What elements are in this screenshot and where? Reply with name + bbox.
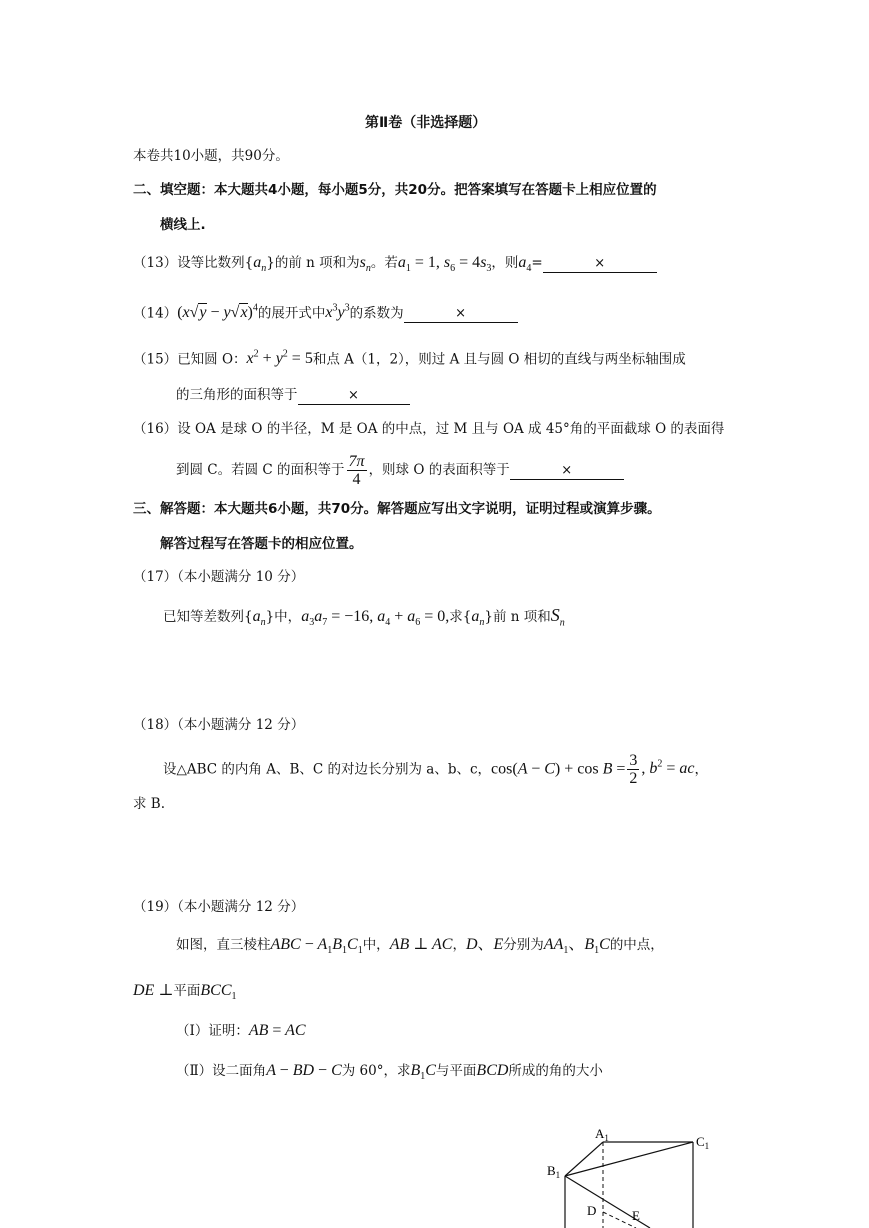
q19-part2-text-1: 为 60°，求: [341, 1063, 411, 1079]
q19-text-6: 平面: [173, 983, 201, 999]
question-19-line2: DE ⊥平面$BCC_1$: [133, 982, 237, 1003]
question-15: （15）已知圆 O：$x^2 + y^2 = 5$和点 A（1，2），则过 A 且与圆 O 相切的直线与两坐标轴围成: [133, 349, 686, 368]
q18-text-1: 设△ABC 的内角 A、B、C 的对边长分别为 a、b、c，: [163, 761, 492, 778]
question-16: [133, 420, 724, 438]
q19-part2-text-2: 与平面: [435, 1063, 477, 1079]
q15-number: （15）: [133, 351, 178, 368]
q17-text-3: 求{: [449, 609, 472, 625]
q16-number: （16）: [133, 421, 178, 437]
q13-answer-blank[interactable]: ×: [543, 256, 657, 273]
question-15-line2: [176, 386, 410, 405]
part3-heading-line2: 解答过程写在答题卡的相应位置。: [160, 536, 363, 552]
q17-text-1: 已知等差数列{: [163, 609, 253, 625]
q16-text-2: ，则球 O 的表面积等于: [368, 462, 510, 478]
q19-header: （19）（本小题满分 12 分）: [133, 899, 305, 915]
q14-text-1: 的展开式中: [257, 305, 326, 322]
label-b1: $B_1$: [547, 1163, 561, 1180]
q13-text-1: 设等比数列{: [177, 255, 254, 271]
q15-line2-text: 的三角形的面积等于: [176, 387, 298, 403]
question-16-line2: [176, 450, 624, 490]
q15-text-1: 已知圆 O：: [177, 351, 247, 368]
q13-text-2: }的前 n 项和为: [266, 255, 360, 271]
q19-text-3: ，: [452, 937, 466, 953]
q19-part2: （Ⅱ）设二面角A − BD − C为 60°，求$B_1C$与平面BCD所成的角的大小: [176, 1062, 603, 1083]
q19-text-4: 分别为: [503, 937, 544, 953]
label-e: E: [632, 1208, 640, 1223]
q15-answer-blank[interactable]: ×: [298, 388, 410, 405]
question-13: （13）设等比数列$\{a_n\}$的前 n 项和为$s_n$。若$a_1 = 1$, $s_6 = 4s_3$，则$a_4=$ ×: [133, 254, 657, 278]
question-14: $(14)(x√y - y√x)^4$的展开式中$x^3y^3$的系数为 ×: [133, 300, 518, 323]
q13-text-3: 。若: [370, 255, 398, 271]
section-title: 第Ⅱ卷（非选择题）: [365, 115, 487, 131]
part2-heading-line2: 横线上.: [160, 217, 206, 233]
q14-answer-blank[interactable]: ×: [404, 306, 518, 323]
label-d: D: [587, 1203, 597, 1218]
q19-text-2: 中，: [362, 937, 390, 953]
q19-part1: （Ⅰ）证明：AB = AC: [176, 1022, 306, 1039]
question-18: 设△ABC 的内角 A、B、C 的对边长分别为 a、b、c，cos(A − C) + cos B = $\frac{3}{2}$ , $b^2$ = ac，: [163, 752, 709, 788]
q16-text-1: 到圆 C。若圆 C 的面积等于: [176, 462, 345, 478]
q19-text-1: 如图，直三棱柱: [176, 937, 271, 953]
q19-part2-text-3: 所成的角的大小: [508, 1063, 603, 1079]
label-c1: $C_1$: [696, 1134, 710, 1151]
q16-fraction: $\frac{7\pi}{4}$: [348, 453, 365, 488]
q18-header: （18）（本小题满分 12 分）: [133, 717, 305, 733]
intro-text: 本卷共10小题，共90分。: [133, 148, 289, 164]
q13-number: （13）: [133, 255, 178, 271]
q16-line1: 设 OA 是球 O 的半径，M 是 OA 的中点，过 M 且与 OA 成 45°角的平面截球 O 的表面得: [177, 421, 725, 437]
q18-fraction: $\frac{3}{2}$: [629, 752, 638, 788]
question-17: 已知等差数列$\{a_n\}$中，$a_3a_7 = -16$, $a_4 + a_6 = 0$,求$\{a_n\}$前 n 项和$S_n$: [163, 605, 565, 629]
q19-text-5: 的中点，: [609, 937, 664, 953]
q13-text-4: ，则: [491, 255, 519, 271]
q18-line2: 求 B.: [133, 796, 166, 812]
q14-number: （14）: [133, 305, 178, 322]
part2-heading-line1: 二、填空题：本大题共4小题，每小题5分，共20分。把答案填写在答题卡上相应位置的: [133, 182, 657, 198]
q14-text-2: 的系数为: [349, 305, 404, 322]
q17-text-2: }中，: [265, 609, 302, 625]
q19-part1-label: （Ⅰ）证明：: [176, 1023, 249, 1039]
q13-text-5: =: [531, 255, 543, 271]
q19-part2-label: （Ⅱ）设二面角: [176, 1063, 267, 1079]
q15-text-2: 和点 A（1，2），则过 A 且与圆 O 相切的直线与两坐标轴围成: [312, 351, 686, 368]
prism-figure: [540, 1120, 740, 1228]
q17-header: （17）（本小题满分 10 分）: [133, 569, 305, 585]
q16-answer-blank[interactable]: ×: [510, 463, 624, 480]
label-a1: $A_1$: [595, 1126, 609, 1143]
question-19: 如图，直三棱柱ABC − $A_1B_1C_1$中，AB ⊥ AC，D、E分别为$AA_1$、$B_1C$的中点，: [176, 936, 664, 957]
q17-text-4: }前 n 项和: [484, 609, 551, 625]
part3-heading-line1: 三、解答题：本大题共6小题，共70分。解答题应写出文字说明，证明过程或演算步骤。: [133, 501, 661, 517]
